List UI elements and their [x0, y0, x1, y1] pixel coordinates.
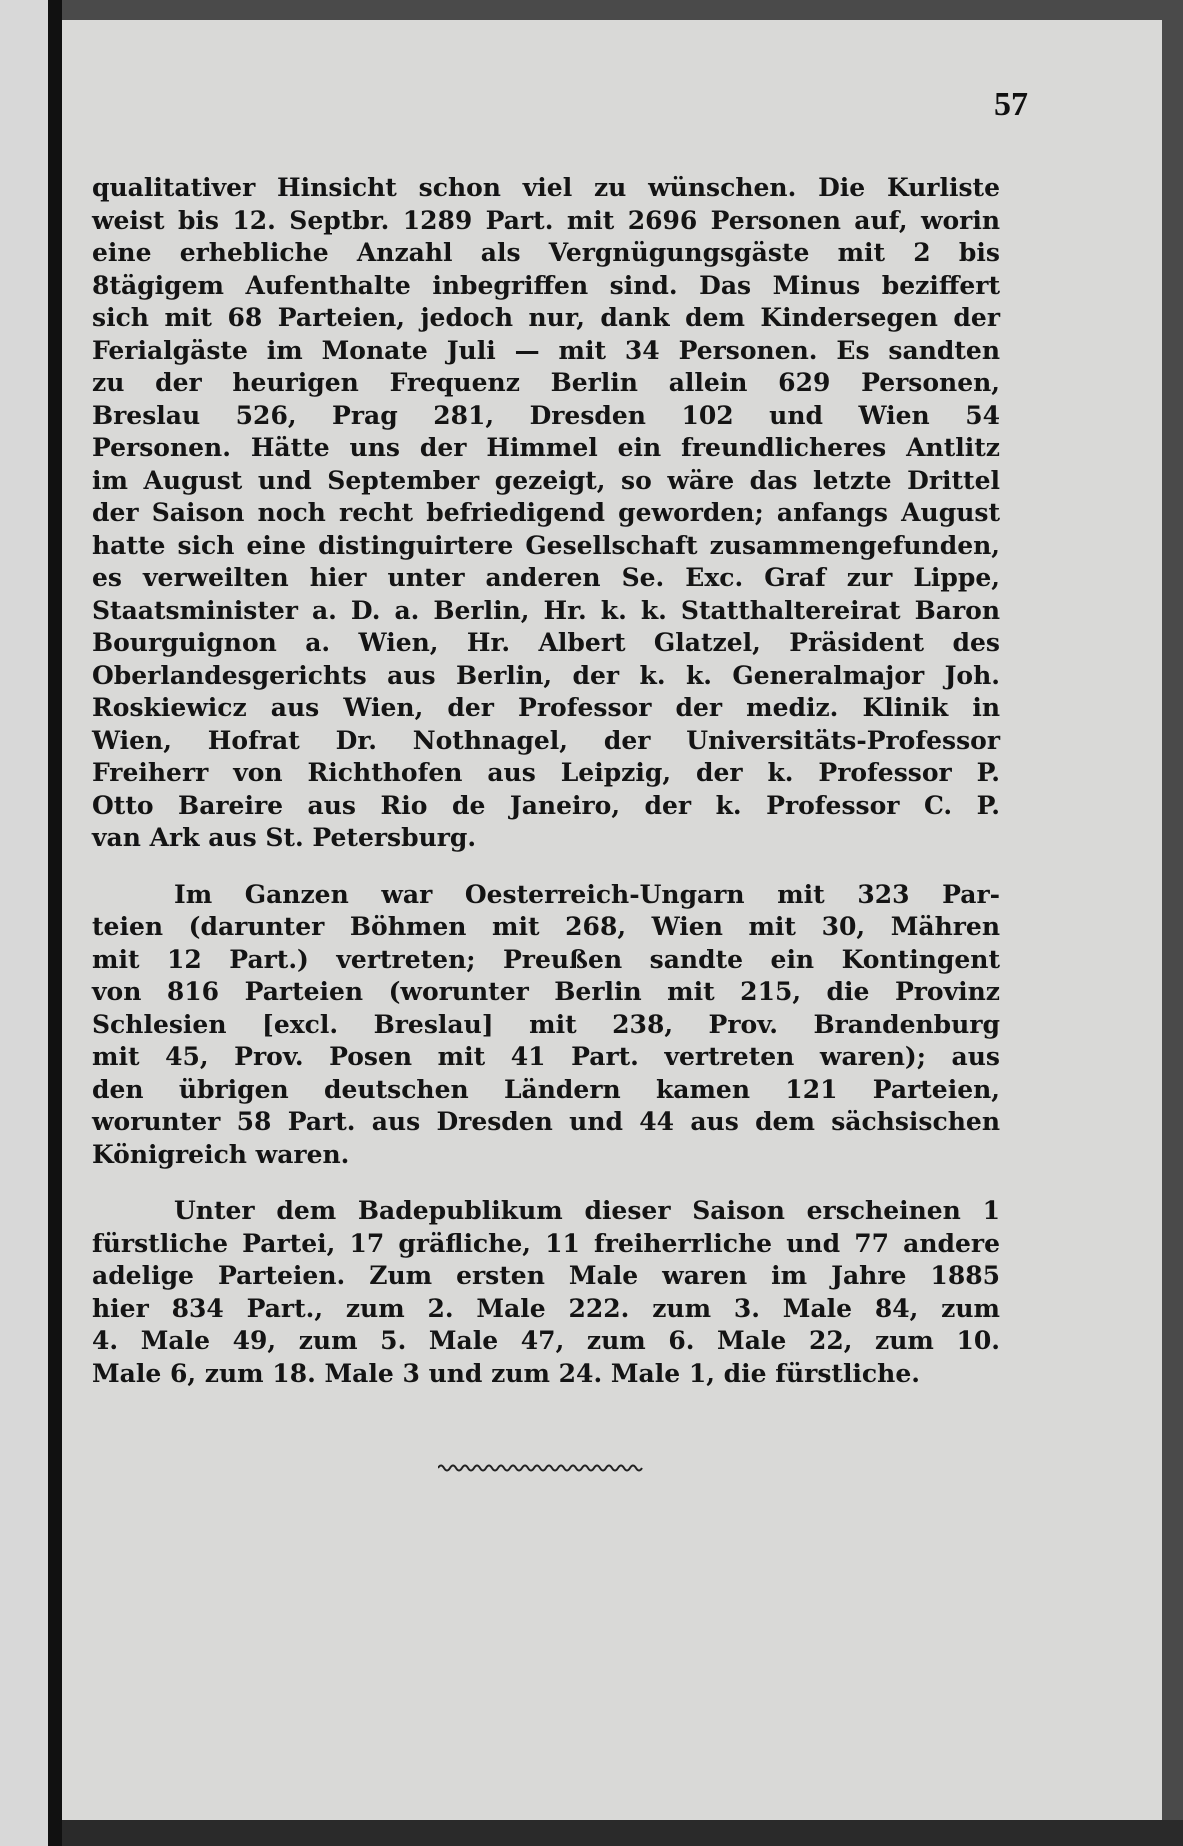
paragraph-guest-statistics	[92, 172, 1000, 855]
text-line: qualitativer Hinsicht schon viel zu wünschen. Die Kurliste	[92, 173, 1000, 202]
text-line: Im Ganzen war Oesterreich-Ungarn mit 323 Par-	[174, 879, 1000, 909]
text-line: worunter 58 Part. aus Dresden und 44 aus dem sächsischen	[92, 1107, 1000, 1136]
paragraph-regional-origin	[92, 879, 1000, 1172]
text-line: eine erhebliche Anzahl als Vergnügungsgäste mit 2 bis	[92, 238, 1000, 267]
text-line: hier 834 Part., zum 2. Male 222. zum 3. Male 84, zum	[92, 1293, 1000, 1323]
page-number: 57	[994, 86, 1028, 123]
text-line: den übrigen deutschen Ländern kamen 121 Parteien,	[92, 1074, 1000, 1104]
text-line: teien (darunter Böhmen mit 268, Wien mit 30, Mähren	[92, 912, 1000, 941]
scan-left-margin	[0, 0, 48, 1846]
book-spine-shadow	[48, 0, 62, 1846]
text-line: mit 12 Part.) vertreten; Preußen sandte ein Kontingent	[92, 944, 1000, 974]
scan-bottom-edge	[62, 1820, 1183, 1846]
text-line: Staatsminister a. D. a. Berlin, Hr. k. k. Statthaltereirat Baron	[92, 595, 1000, 625]
text-line: 4. Male 49, zum 5. Male 47, zum 6. Male 22, zum 10.	[92, 1326, 1000, 1355]
text-line: es verweilten hier unter anderen Se. Exc. Graf zur Lippe,	[92, 563, 1000, 592]
text-line: von 816 Parteien (worunter Berlin mit 215, die Provinz	[92, 977, 1000, 1006]
text-line: Bourguignon a. Wien, Hr. Albert Glatzel, Präsident des	[92, 628, 1000, 657]
wavy-line-icon	[438, 1462, 644, 1474]
text-line: Wien, Hofrat Dr. Nothnagel, der Universitäts-Professor	[92, 725, 1000, 755]
text-line: Personen. Hätte uns der Himmel ein freundlicheres Antlitz	[92, 433, 1000, 462]
text-line: Breslau 526, Prag 281, Dresden 102 und Wien 54	[92, 400, 1000, 430]
text-line: Roskiewicz aus Wien, der Professor der mediz. Klinik in	[92, 693, 1000, 722]
text-line: Königreich waren.	[92, 1139, 350, 1169]
text-line: Unter dem Badepublikum dieser Saison erscheinen 1	[174, 1196, 1000, 1225]
text-line: Male 6, zum 18. Male 3 und zum 24. Male 1, die fürstliche.	[92, 1358, 920, 1388]
text-line: Schlesien [excl. Breslau] mit 238, Prov. Brandenburg	[92, 1009, 1000, 1039]
text-line: Oberlandesgerichts aus Berlin, der k. k. Generalmajor Joh.	[92, 660, 1000, 690]
text-line: adelige Parteien. Zum ersten Male waren im Jahre 1885	[92, 1261, 1000, 1290]
text-line: weist bis 12. Septbr. 1289 Part. mit 2696 Personen auf, worin	[92, 205, 1000, 235]
text-line: Ferialgäste im Monate Juli — mit 34 Personen. Es sandten	[92, 335, 1000, 365]
text-line: Otto Bareire aus Rio de Janeiro, der k. Professor C. P.	[92, 790, 1000, 820]
text-line: hatte sich eine distinguirtere Gesellschaft zusammengefunden,	[92, 530, 1000, 560]
text-line: zu der heurigen Frequenz Berlin allein 629 Personen,	[92, 368, 1000, 397]
paragraph-nobility-visits	[92, 1195, 1000, 1390]
page-body-text	[92, 172, 1000, 1390]
text-line: sich mit 68 Parteien, jedoch nur, dank dem Kindersegen der	[92, 303, 1000, 332]
text-line: mit 45, Prov. Posen mit 41 Part. vertreten waren); aus	[92, 1042, 1000, 1071]
decorative-wavy-rule	[438, 1462, 644, 1474]
text-line: van Ark aus St. Petersburg.	[92, 823, 477, 852]
text-line: 8tägigem Aufenthalte inbegriffen sind. Das Minus beziffert	[92, 270, 1000, 300]
text-line: fürstliche Partei, 17 gräfliche, 11 freiherrliche und 77 andere	[92, 1228, 1000, 1258]
text-line: Freiherr von Richthofen aus Leipzig, der k. Professor P.	[92, 758, 1000, 787]
text-line: der Saison noch recht befriedigend geworden; anfangs August	[92, 498, 1000, 527]
text-line: im August und September gezeigt, so wäre das letzte Drittel	[92, 465, 1000, 495]
